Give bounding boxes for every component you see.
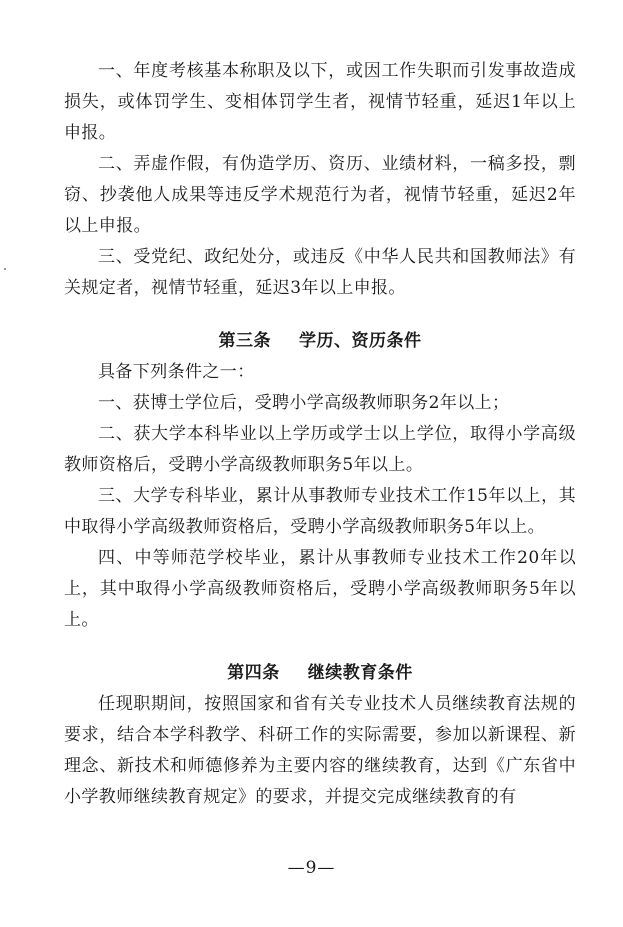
article-4-body: 任现职期间，按照国家和省有关专业技术人员继续教育法规的要求，结合本学科教学、科研工作的实际需要，参加以新课程、新理念、新技术和师德修养为主要内容的继续教育，达到《广东省中小学教师继续教育规定》的要求，并提交完成继续教育的有 [64, 694, 576, 807]
article-4-title: 继续教育条件 [307, 663, 413, 683]
article-3-item-2: 二、获大学本科毕业以上学历或学士以上学位，取得小学高级教师资格后，受聘小学高级教师职务5年以上。 [64, 424, 576, 475]
article-4-heading [64, 658, 576, 689]
article-3-heading [64, 326, 576, 357]
penalty-item-2: 二、弄虚作假，有伪造学历、资历、业绩材料，一稿多投，剽窃、抄袭他人成果等违反学术规范行为者，视情节轻重，延迟2年以上申报。 [64, 154, 576, 236]
article-4-number: 第四条 [227, 663, 280, 683]
article-3-number: 第三条 [218, 331, 271, 351]
article-3-item-4: 四、中等师范学校毕业，累计从事教师专业技术工作20年以上，其中取得小学高级教师资格后，受聘小学高级教师职务5年以上。 [64, 548, 576, 630]
penalty-item-1: 一、年度考核基本称职及以下，或因工作失职而引发事故造成损失，或体罚学生、变相体罚学生者，视情节轻重，延迟1年以上申报。 [64, 61, 576, 143]
article-3-item-3: 三、大学专科毕业，累计从事教师专业技术工作15年以上，其中取得小学高级教师资格后，受聘小学高级教师职务5年以上。 [64, 486, 576, 537]
article-3-intro: 具备下列条件之一： [98, 362, 255, 382]
scan-edge-mark [4, 268, 6, 270]
article-3-title: 学历、资历条件 [299, 331, 422, 351]
document-page [64, 56, 576, 813]
article-3-item-1: 一、获博士学位后，受聘小学高级教师职务2年以上； [98, 393, 510, 413]
penalty-item-3: 三、受党纪、政纪处分，或违反《中华人民共和国教师法》有关规定者，视情节轻重，延迟3年以上申报。 [64, 247, 576, 298]
page-number: —9— [287, 858, 336, 878]
